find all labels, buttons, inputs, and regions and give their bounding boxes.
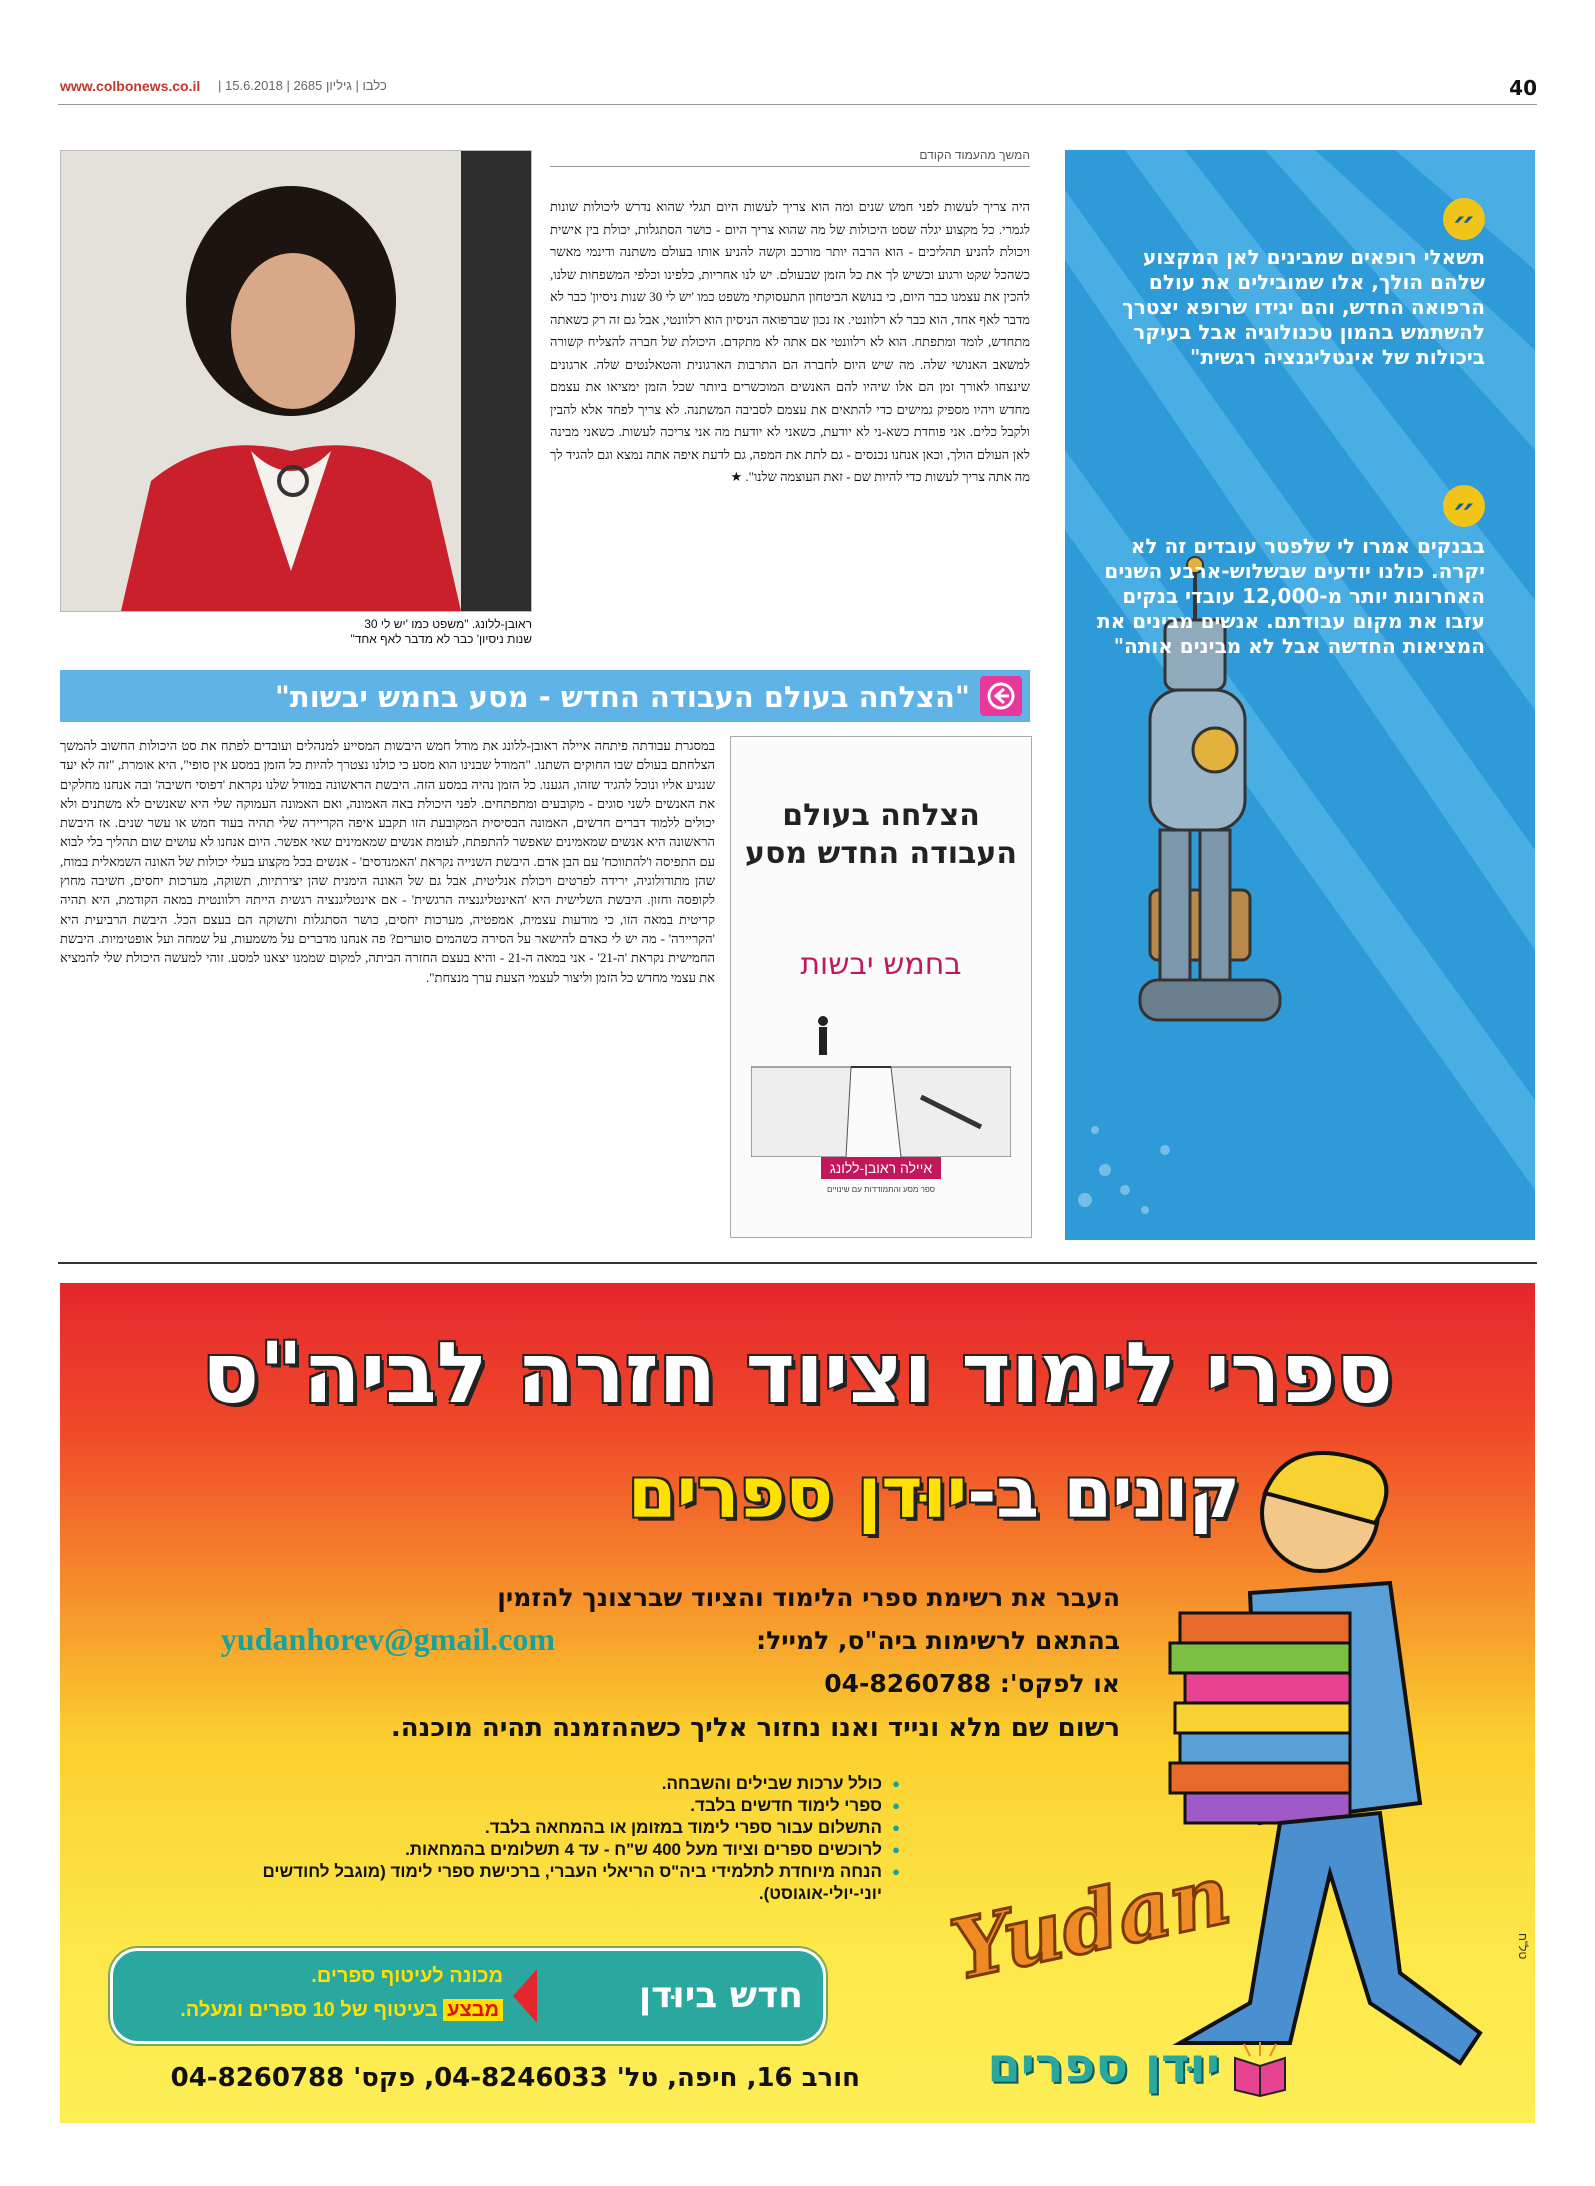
promo-tag: מבצע <box>443 1999 503 2021</box>
site-url[interactable]: www.colbonews.co.il <box>60 78 201 94</box>
quote-sidebar <box>1065 150 1535 1240</box>
promo-line: מכונה לעיטוף ספרים. <box>311 1965 503 1987</box>
ad-address: חורב 16, חיפה, טל' 04-8246033, פקס' 04-8260788 <box>170 2063 860 2093</box>
logo-script-text: Yudan <box>943 1846 1239 1999</box>
list-item: ● כולל ערכות שבילים והשבחה. <box>180 1773 900 1795</box>
ad-credit: טל"ח <box>1516 1933 1530 1960</box>
caption-line: ראובן-ללונג. "משפט כמו 'יש לי 30 <box>364 617 532 631</box>
issue-meta: | כלבו | גיליון 2685 | 15.6.2018 <box>218 78 387 93</box>
open-book-icon <box>1230 2038 1290 2102</box>
continued-label: המשך מהעמוד הקודם <box>919 148 1030 162</box>
photo-caption <box>62 617 532 647</box>
ad-brand-text: יוּדן ספרים <box>627 1452 968 1534</box>
ad-paragraph: רשום שם מלא ונייד ואנו נחזור אליך כשההזמנה תהיה מוכנה. <box>390 1713 1120 1743</box>
book-title: הצלחה בעולם העבודה החדש מסע <box>744 798 1017 871</box>
header-divider <box>58 104 1537 105</box>
ad-headline: ספרי לימוד וציוד חזרה לביה"ס <box>202 1324 1393 1422</box>
caption-line: שנות ניסיון' כבר לא מדבר לאף אחד" <box>350 632 532 646</box>
pull-quote: בבנקים אמרו לי שלפטר עובדים זה לא יקרה. כולנו יודעים שבשלוש-ארבע השנים האחרונות יותר מ-12,000 עובדי בנקים עזבו את מקום עבודתם. אנשים מבינים את המציאות החדשה אבל לא מבינים אותה" <box>1097 534 1485 658</box>
divider <box>550 166 1030 167</box>
pull-quote: תשאלי רופאים שמבינים לאן המקצוע שלהם הולך, אלו שמובילים את עולם הרפואה החדש, והם יגידו שרופא יצטרך להשתמש בהמון טכנולוגיה אבל בעיקר ביכולות של אינטליגנציה רגשית" <box>1122 245 1485 369</box>
yudan-logo <box>910 1843 1250 2003</box>
article-continuation: היה צריך לעשות לפני חמש שנים ומה הוא צריך לעשות היום תגלי שהוא נדרש ליכולות שונות לגמרי. כל מקצוע יגלה שסט היכולות של מה שהוא צריך היום - כושר הסתגלות, יכולת בין אישית ויכולת להניע תהליכים - הוא הרבה יותר מורכב וקשה להניע אותו בעולם משתנה ודינמי מאשר כשהכל שקט ורגוע וכשיש לך את כל הזמן שבעולם. יש לנו אחריות, כלפינו וכלפי המשפחות שלנו, להכין את עצמנו כבר היום, כי בנושא הביטחון התעסוקתי משפט כמו 'יש לי 30 שנות ניסיון' כבר לא מדבר לאף אחד, הוא כבר לא רלוונטי. אז נכון שברפואה הניסיון הוא רלוונטי, אבל גם זה רק כשאתה מתחדש, לומד ומתפתח. הוא לא רלוונטי אם אתה לא מתקדם. היכולת של חברה להצליח קשורה למשאב האנושי שלה. מה שיש היום לחברה הם התרבות הארגונית והטאלנטים שלה. ארגונים שינצחו לאורך זמן הם אלו שיהיו להם האנשים המוכשרים ביותר שכל הזמן ימציאו את עצמם מחדש ויהיו מספיק גמישים כדי להתאים את עצמם לסביבה המשתנה. לא צריך לפחד אלא להבין ולקבל כלים. אני פוחדת כשא-ני לא יודעת, כשאני לא יודעת מה אני צריכה לעשות. כשאני מבינה לאן העולם הולך, וכאן אנחנו נכנסים - גם לתת את המפה, גם לדעת איפה אתה נמצא וגם להגיד לך מה אתה צריך לעשות כדי להיות שם - זאת העוצמה שלנו". ★ <box>550 199 1030 484</box>
page-number: 40 <box>1509 76 1537 100</box>
ad-email-link[interactable]: yudanhorev@gmail.com <box>220 1621 555 1657</box>
arrow-left-icon <box>513 1969 537 2023</box>
author-photo <box>60 150 532 612</box>
promo-box <box>110 1948 826 2044</box>
book-small-text: ספר מסע והתמודדות עם שינויים <box>827 1185 935 1194</box>
portrait-illustration <box>61 151 531 611</box>
ad-buy-text: קונים ב- <box>967 1452 1240 1534</box>
cliff-illustration <box>751 1007 1011 1157</box>
book-cover <box>730 736 1032 1238</box>
ad-subheadline <box>340 1443 1240 1543</box>
list-item: ● התשלום עבור ספרי לימוד במזומן או בהמחאה בלבד. <box>180 1817 900 1839</box>
ad-divider <box>58 1262 1537 1264</box>
list-item: ● לרוכשים ספרים וציוד מעל 400 ש"ח - עד 4 תשלומים בהמחאות. <box>180 1839 900 1861</box>
store-name: יוּדן ספרים <box>987 2038 1220 2094</box>
ad-paragraph: בהתאם לרשימות ביה"ס, למייל: <box>756 1626 1120 1655</box>
arrow-icon <box>980 676 1022 716</box>
list-item: ● ספרי לימוד חדשים בלבד. <box>180 1795 900 1817</box>
ad-fax: או לפקס': 04-8260788 <box>824 1669 1120 1698</box>
ad-paragraph: העבר את רשימת ספרי הלימוד והציוד שברצונך להזמין <box>497 1583 1120 1612</box>
list-item: ● הנחה מיוחדת לתלמידי ביה"ס הריאלי העברי, ברכישת ספרי לימוד (מוגבל לחודשים יוני-יולי-אוגוסט). <box>180 1861 900 1905</box>
promo-text: בעיטוף של 10 ספרים ומעלה. <box>180 1999 438 2021</box>
promo-title: חדש ביוּדן <box>638 1975 803 2016</box>
logo-script-art <box>910 1843 1250 2003</box>
article-body: במסגרת עבודתה פיתחה איילה ראובן-ללונג את מודל חמש היבשות המסייע למנהלים ועובדים לפתח את סט היכולות החשוב להמשך הצלחתם בעולם שבו החוקים השתנו. "המודל שבנינו הוא מסע כי כולנו נצטרך להיות כל הזמן במסע אין סופי", היא אומרת, "זה לא יעד שנגיע אליו ונוכל להגיד שזהו, הגענו. כל הזמן נהיה במסע הזה. היבשת הראשונה במודל שלנו נקראת 'דפוסי חשיבה' ובה אנחנו מחלקים את האנשים לשני סוגים - מקובעים ומתפתחים. לפני היכולת באה האמונה, ואם האמונה העמוקה שלי היא שאנשים לא משתנים ולא יכולים ללמוד דברים חדשים, האמונה הבסיסית המקובעת הזו תקבע איפה הקריירה שלי תהיה בעוד חמש או עשר שנים. אז היבשת הראשונה היא אנשים שמאמינים שאפשר להתפתח, לעומת אנשים שמאמינים שאי אפשר. היום אנחנו לא עושים שום תהליך בלי לבוא עם התפיסה ו'להתווכח' עם הבן אדם. היבשת השנייה נקראת 'האמנדסים' - אנשים בכל מקצוע בעלי יכולות של האונה השמאלית במוח, שהן מתודולוגיה, ירידה לפרטים ויכולת אנליטית, אבל גם של האונה הימנית שהן יצירתיות, תשוקה, מערכות יחסים, חשיבה מחוץ לקופסה וחזון. היבשת השלישית היא 'האינטליגנציה הרגשית' - אם אינטליגנציה רגשית הייתה רלוונטית במאה הקודמת, היא תהיה קריטית במאה הזו, כי מודעות עצמית, אמפטיה, מערכות יחסים, כושר הסתגלות ותשוקה הם בעצם הכל. היבשת הרביעית היא 'הקריירה' - מה יש לי כאדם להישאר על הסירה כשהמים סוערים? פה אנחנו מדברים על משמעות, על שמחה ועל אופטימיות. היבשת החמישית נקראת 'ה-21' - אני במאה ה-21 - והיא בעצם החזרה הביתה, למקום שממנו יצאנו למסע. זוהי למעשה היכולת שלי להמציא את עצמי מחדש כל הזמן וליצור לעצמי הצעת ערך מנצחת". <box>60 738 715 985</box>
book-author: איילה ראובן-ללונג <box>821 1157 941 1179</box>
advertisement <box>60 1283 1535 2123</box>
quote-icon: ״ <box>1443 485 1485 527</box>
book-subtitle: בחמש יבשות <box>800 947 962 982</box>
ad-bullet-list <box>180 1773 900 1905</box>
promo-line <box>133 1999 503 2022</box>
quote-icon: ״ <box>1443 198 1485 240</box>
article-headline: "הצלחה בעולם העבודה החדש - מסע בחמש יבשות" <box>274 680 970 714</box>
